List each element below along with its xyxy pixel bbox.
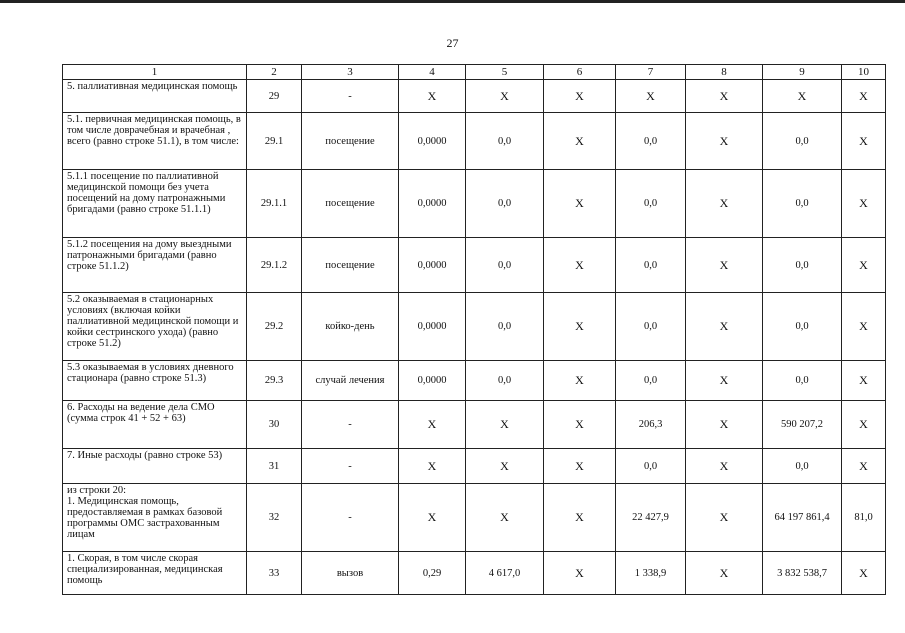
value-cell: 22 427,9	[616, 484, 686, 552]
value-cell: X	[544, 449, 616, 484]
value-cell: X	[466, 80, 544, 113]
row-code: 30	[247, 401, 302, 449]
value-cell: X	[763, 80, 842, 113]
value-cell: X	[399, 484, 466, 552]
value-cell: 64 197 861,4	[763, 484, 842, 552]
unit-cell: вызов	[302, 552, 399, 595]
unit-cell: -	[302, 401, 399, 449]
value-cell: X	[842, 361, 886, 401]
value-cell: X	[842, 170, 886, 238]
unit-cell: -	[302, 80, 399, 113]
value-cell: 0,0	[466, 113, 544, 170]
table-row	[63, 80, 886, 113]
column-number-row	[63, 65, 886, 80]
value-cell: X	[842, 113, 886, 170]
value-cell: 0,0000	[399, 170, 466, 238]
row-name: 5.3 оказываемая в условиях дневного стационара (равно строке 51.3)	[63, 361, 247, 401]
table-row	[63, 361, 886, 401]
value-cell: X	[544, 484, 616, 552]
unit-cell: случай лечения	[302, 361, 399, 401]
column-header: 10	[842, 65, 886, 80]
column-header: 4	[399, 65, 466, 80]
value-cell: 0,0	[763, 293, 842, 361]
value-cell: 3 832 538,7	[763, 552, 842, 595]
value-cell: 0,0	[616, 449, 686, 484]
column-header: 2	[247, 65, 302, 80]
table-row	[63, 113, 886, 170]
row-code: 29	[247, 80, 302, 113]
value-cell: X	[544, 170, 616, 238]
unit-cell: посещение	[302, 113, 399, 170]
row-name: 7. Иные расходы (равно строке 53)	[63, 449, 247, 484]
value-cell: 0,0000	[399, 238, 466, 293]
unit-cell: посещение	[302, 238, 399, 293]
table-row	[63, 484, 886, 552]
column-header: 1	[63, 65, 247, 80]
table-row	[63, 238, 886, 293]
value-cell: X	[842, 238, 886, 293]
row-code: 29.1.1	[247, 170, 302, 238]
value-cell: 206,3	[616, 401, 686, 449]
value-cell: X	[686, 361, 763, 401]
row-code: 32	[247, 484, 302, 552]
unit-cell: -	[302, 484, 399, 552]
row-name: 1. Скорая, в том числе скорая специализированная, медицинская помощь	[63, 552, 247, 595]
value-cell: 0,0	[466, 238, 544, 293]
value-cell: 0,0000	[399, 293, 466, 361]
value-cell: X	[544, 293, 616, 361]
column-header: 3	[302, 65, 399, 80]
value-cell: X	[842, 401, 886, 449]
value-cell: 0,0	[466, 170, 544, 238]
row-code: 31	[247, 449, 302, 484]
value-cell: 0,0000	[399, 361, 466, 401]
value-cell: X	[466, 484, 544, 552]
value-cell: X	[686, 484, 763, 552]
row-name: 5.1.2 посещения на дому выездными патронажными бригадами (равно строке 51.1.2)	[63, 238, 247, 293]
value-cell: X	[842, 552, 886, 595]
value-cell: 0,0	[616, 170, 686, 238]
value-cell: X	[544, 552, 616, 595]
column-header: 5	[466, 65, 544, 80]
value-cell: 0,0	[616, 238, 686, 293]
table-row	[63, 401, 886, 449]
column-header: 9	[763, 65, 842, 80]
row-code: 29.1.2	[247, 238, 302, 293]
value-cell: 0,0	[763, 361, 842, 401]
value-cell: X	[399, 80, 466, 113]
value-cell: X	[544, 361, 616, 401]
column-header: 6	[544, 65, 616, 80]
value-cell: 0,0	[763, 170, 842, 238]
value-cell: 0,0	[616, 361, 686, 401]
unit-cell: койко-день	[302, 293, 399, 361]
row-code: 33	[247, 552, 302, 595]
row-code: 29.2	[247, 293, 302, 361]
value-cell: X	[544, 80, 616, 113]
value-cell: X	[544, 401, 616, 449]
value-cell: X	[686, 238, 763, 293]
value-cell: X	[399, 401, 466, 449]
value-cell: X	[399, 449, 466, 484]
value-cell: X	[842, 80, 886, 113]
value-cell: X	[466, 449, 544, 484]
value-cell: X	[686, 80, 763, 113]
value-cell: 0,0	[763, 113, 842, 170]
value-cell: X	[686, 401, 763, 449]
row-code: 29.1	[247, 113, 302, 170]
row-name: 5.2 оказываемая в стационарных условиях (включая койки паллиативной медицинской помощи и койки сестринского ухода) (равно строке 51.2)	[63, 293, 247, 361]
value-cell: 590 207,2	[763, 401, 842, 449]
value-cell: 0,0	[616, 113, 686, 170]
value-cell: 0,0000	[399, 113, 466, 170]
value-cell: X	[616, 80, 686, 113]
row-name: 5. паллиативная медицинская помощь	[63, 80, 247, 113]
value-cell: X	[544, 113, 616, 170]
value-cell: 81,0	[842, 484, 886, 552]
value-cell: 4 617,0	[466, 552, 544, 595]
value-cell: 0,0	[763, 238, 842, 293]
row-code: 29.3	[247, 361, 302, 401]
unit-cell: -	[302, 449, 399, 484]
value-cell: X	[466, 401, 544, 449]
value-cell: X	[686, 449, 763, 484]
statistics-table	[62, 64, 886, 595]
column-header: 8	[686, 65, 763, 80]
top-border-line	[0, 0, 905, 3]
table-row	[63, 449, 886, 484]
table-row	[63, 170, 886, 238]
value-cell: X	[686, 552, 763, 595]
table-row	[63, 552, 886, 595]
row-name: 5.1. первичная медицинская помощь, в том числе доврачебная и врачебная , всего (равно строке 51.1), в том числе:	[63, 113, 247, 170]
value-cell: X	[686, 170, 763, 238]
value-cell: X	[544, 238, 616, 293]
row-name: из строки 20: 1. Медицинская помощь, предоставляемая в рамках базовой программы ОМС застрахованным лицам	[63, 484, 247, 552]
value-cell: 0,0	[763, 449, 842, 484]
value-cell: X	[686, 293, 763, 361]
unit-cell: посещение	[302, 170, 399, 238]
value-cell: 1 338,9	[616, 552, 686, 595]
table-row	[63, 293, 886, 361]
value-cell: X	[842, 449, 886, 484]
value-cell: 0,29	[399, 552, 466, 595]
value-cell: X	[842, 293, 886, 361]
value-cell: X	[686, 113, 763, 170]
row-name: 6. Расходы на ведение дела СМО (сумма строк 41 + 52 + 63)	[63, 401, 247, 449]
value-cell: 0,0	[466, 361, 544, 401]
row-name: 5.1.1 посещение по паллиативной медицинской помощи без учета посещений на дому патронажными бригадами (равно строке 51.1.1)	[63, 170, 247, 238]
page-number: 27	[446, 36, 459, 50]
value-cell: 0,0	[466, 293, 544, 361]
column-header: 7	[616, 65, 686, 80]
value-cell: 0,0	[616, 293, 686, 361]
